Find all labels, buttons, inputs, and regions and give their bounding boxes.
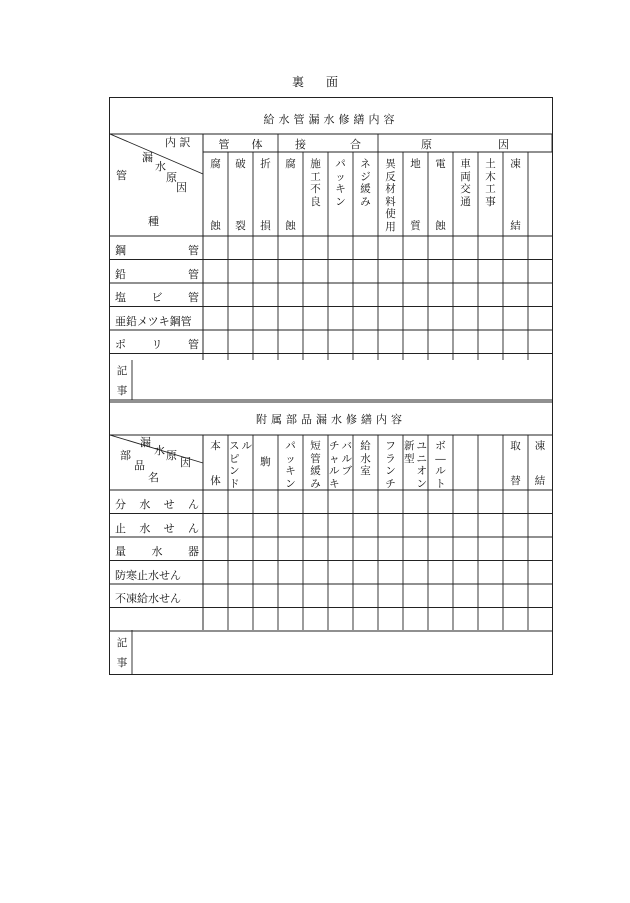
s1-col-bottom-0: 蝕 <box>210 220 221 232</box>
s1-col-top-3: 腐 <box>285 158 296 170</box>
s2-col-top2-8: ユ ニ オ ン <box>416 440 427 490</box>
s1-row-label-3 <box>115 313 199 329</box>
s1-col-top-7: 異 反 材 料 使 用 <box>385 158 396 233</box>
s1-row-label-part: 鉛 <box>115 267 126 281</box>
s2-corner-label-item: 品 <box>134 459 145 472</box>
s1-col-top-10: 車 両 交 通 <box>460 158 471 208</box>
s2-row-label-0 <box>115 496 199 512</box>
s1-col-top-2: 折 <box>260 158 271 170</box>
s2-col-bottom-0: 体 <box>210 475 221 487</box>
s1-col-bottom-12: 結 <box>510 220 521 232</box>
s2-row-label-part: 水 <box>151 545 163 558</box>
s2-col-top-0: 本 <box>210 440 221 452</box>
s2-row-label-1 <box>115 520 199 536</box>
s1-row-label-part: ポ <box>115 338 126 351</box>
s2-col-top-9: ボ ― ル ト <box>435 440 446 490</box>
s2-row-label-4 <box>115 590 199 606</box>
s2-col-top-4: 短 管 緩 み <box>310 440 321 490</box>
s2-col-top-12: 取 <box>510 440 521 452</box>
corner-label-2: 水 <box>155 160 166 173</box>
s2-row-label-part: ん <box>187 498 199 511</box>
s1-row-label-4 <box>115 336 199 352</box>
s2-col-top-6: 給 水 室 <box>360 440 371 477</box>
s1-row-label-2 <box>115 289 199 305</box>
s2-row-label-3 <box>115 567 199 583</box>
s1-col-top-5: パ ッ キ ン <box>335 158 346 208</box>
s1-notes-label: 記 事 <box>116 365 128 397</box>
corner-label-1: 漏 <box>142 151 153 164</box>
group-label-1: 接 合 <box>295 138 361 151</box>
s2-col-top-1: ス ピ ン ド <box>229 440 240 490</box>
s2-row-label-part: 水 <box>139 521 151 535</box>
s1-row-label-part: 亜鉛メツキ鋼管 <box>115 314 192 328</box>
s2-row-label-part: せ <box>163 498 175 511</box>
corner-label-pipe: 管 <box>116 169 127 182</box>
s1-row-label-part: リ <box>151 338 163 351</box>
s2-corner-label-part: 部 <box>120 449 131 462</box>
s1-row-label-1 <box>115 266 199 282</box>
s2-col-top-3: パ ッ キ ン <box>285 440 296 490</box>
s1-col-top-9: 電 <box>435 158 446 170</box>
s2-col-top-5: チ ャ ル キ <box>329 440 340 490</box>
section2-title: 附属部品漏水修繕内容 <box>256 413 406 426</box>
s1-col-bottom-3: 蝕 <box>285 220 296 232</box>
corner-label-type: 種 <box>148 215 159 228</box>
s2-col-top-7: フ ラ ン チ <box>385 440 396 490</box>
s1-col-top-4: 施 工 不 良 <box>310 158 321 208</box>
s1-col-top-8: 地 <box>410 158 421 170</box>
s2-row-label-part: 器 <box>188 545 199 558</box>
s1-col-top-0: 腐 <box>210 158 221 170</box>
s1-row-label-part: 鋼 <box>115 244 126 257</box>
s2-col-top2-5: バ ル ブ <box>341 440 352 477</box>
s1-col-top-11: 土 木 工 事 <box>485 158 496 208</box>
s2-col-top-13: 凍 <box>534 440 546 452</box>
s1-row-label-part: 管 <box>188 291 199 304</box>
s2-corner-label-2: 水 <box>154 444 165 457</box>
s2-col-top-2: 駒 <box>260 456 271 468</box>
s2-corner-label-4: 因 <box>180 456 191 469</box>
page-title: 裏面 <box>291 75 360 89</box>
s1-col-top-1: 破 <box>235 158 246 170</box>
s2-row-label-part: 水 <box>139 498 151 511</box>
s2-row-label-part: ん <box>187 521 199 535</box>
s1-row-label-part: 管 <box>188 338 199 351</box>
corner-label-4: 因 <box>176 181 187 194</box>
s1-row-label-part: 塩 <box>115 291 126 304</box>
s2-row-label-part: 止 <box>115 521 126 535</box>
s1-col-top-6: ネ ジ 緩 み <box>360 158 371 208</box>
repair-form <box>109 97 553 675</box>
s1-col-bottom-1: 裂 <box>235 220 246 232</box>
corner-label-3: 原 <box>166 171 177 184</box>
s2-corner-label-3: 原 <box>166 449 177 462</box>
s2-row-label-part: 防寒止水せん <box>115 568 181 582</box>
s1-row-label-part: ビ <box>151 291 163 304</box>
section1-title: 給水管漏水修繕内容 <box>263 113 399 126</box>
s1-col-bottom-9: 蝕 <box>435 220 446 232</box>
s1-col-bottom-8: 質 <box>410 220 421 232</box>
s2-row-label-part: 量 <box>115 545 126 558</box>
corner-label-breakdown: 内 訳 <box>165 136 191 149</box>
group-label-2: 原 因 <box>421 138 509 151</box>
s2-col-bottom-12: 替 <box>510 475 521 487</box>
s2-col-bottom-13: 結 <box>534 475 546 487</box>
s1-row-label-0 <box>115 242 199 258</box>
s2-notes-label: 記 事 <box>116 637 128 669</box>
s2-row-label-2 <box>115 543 199 559</box>
s1-row-label-part: 管 <box>188 244 199 257</box>
s2-row-label-part: せ <box>163 521 175 535</box>
s1-col-top-12: 凍 <box>510 158 521 170</box>
s2-corner-label-1: 漏 <box>140 436 151 449</box>
s2-corner-label-name: 名 <box>148 471 159 484</box>
s2-col-top-8: 新 型 <box>404 440 415 465</box>
group-label-0: 管 体 <box>218 138 263 151</box>
s2-row-label-part: 不凍給水せん <box>115 592 181 605</box>
s1-col-bottom-2: 損 <box>260 220 271 232</box>
s1-row-label-part: 管 <box>188 267 199 281</box>
s2-col-top2-1: ル <box>241 440 252 452</box>
s2-row-label-part: 分 <box>115 498 126 511</box>
